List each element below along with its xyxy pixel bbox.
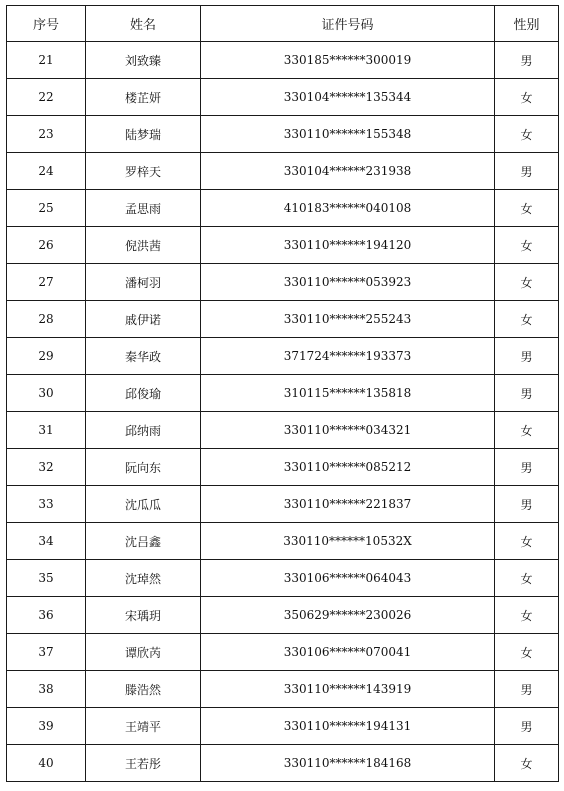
cell-index: 34 [7,523,86,560]
cell-gender: 女 [495,634,559,671]
table-row [7,597,559,634]
cell-id-number: 350629******230026 [201,597,495,634]
cell-name: 秦华政 [86,338,201,375]
table-row [7,190,559,227]
cell-gender: 女 [495,597,559,634]
cell-name: 刘致臻 [86,42,201,79]
cell-name: 邱俊瑜 [86,375,201,412]
cell-name: 宋瑀玥 [86,597,201,634]
cell-index: 24 [7,153,86,190]
table-row [7,523,559,560]
cell-id-number: 330110******143919 [201,671,495,708]
cell-index: 35 [7,560,86,597]
table-row [7,227,559,264]
cell-name: 陆梦瑞 [86,116,201,153]
cell-name: 倪洪茜 [86,227,201,264]
table-row [7,745,559,782]
cell-name: 戚伊诺 [86,301,201,338]
cell-gender: 男 [495,42,559,79]
table-row [7,671,559,708]
table-header [7,6,559,42]
cell-gender: 女 [495,79,559,116]
cell-index: 39 [7,708,86,745]
cell-id-number: 330104******231938 [201,153,495,190]
cell-id-number: 330110******255243 [201,301,495,338]
cell-index: 23 [7,116,86,153]
header-name: 姓名 [86,6,201,42]
cell-gender: 女 [495,745,559,782]
cell-gender: 男 [495,486,559,523]
cell-gender: 女 [495,412,559,449]
header-index: 序号 [7,6,86,42]
table-row [7,79,559,116]
cell-id-number: 330110******034321 [201,412,495,449]
cell-id-number: 330106******064043 [201,560,495,597]
table-row [7,560,559,597]
cell-id-number: 330106******070041 [201,634,495,671]
table-row [7,301,559,338]
cell-id-number: 330185******300019 [201,42,495,79]
cell-name: 王若彤 [86,745,201,782]
cell-name: 沈吕鑫 [86,523,201,560]
cell-name: 王靖平 [86,708,201,745]
table-row [7,375,559,412]
table-row [7,412,559,449]
cell-index: 36 [7,597,86,634]
table-row [7,338,559,375]
cell-gender: 男 [495,153,559,190]
table-row [7,264,559,301]
cell-index: 37 [7,634,86,671]
cell-gender: 男 [495,671,559,708]
header-gender: 性别 [495,6,559,42]
table-row [7,449,559,486]
cell-index: 26 [7,227,86,264]
cell-index: 38 [7,671,86,708]
cell-index: 25 [7,190,86,227]
cell-name: 罗梓天 [86,153,201,190]
cell-gender: 女 [495,227,559,264]
cell-id-number: 330104******135344 [201,79,495,116]
table-body [7,42,559,782]
table-row [7,708,559,745]
roster-table [6,5,559,782]
cell-index: 29 [7,338,86,375]
cell-gender: 女 [495,301,559,338]
cell-gender: 女 [495,560,559,597]
cell-index: 27 [7,264,86,301]
cell-gender: 男 [495,449,559,486]
cell-id-number: 330110******194131 [201,708,495,745]
header-id-number: 证件号码 [201,6,495,42]
cell-gender: 男 [495,375,559,412]
cell-index: 21 [7,42,86,79]
table-row [7,486,559,523]
cell-name: 楼芷妍 [86,79,201,116]
cell-gender: 女 [495,523,559,560]
cell-index: 30 [7,375,86,412]
cell-gender: 女 [495,264,559,301]
cell-name: 谭欣芮 [86,634,201,671]
cell-id-number: 330110******053923 [201,264,495,301]
cell-gender: 男 [495,338,559,375]
cell-name: 沈琸然 [86,560,201,597]
table-row [7,634,559,671]
cell-id-number: 310115******135818 [201,375,495,412]
header-row [7,6,559,42]
cell-id-number: 330110******184168 [201,745,495,782]
cell-name: 潘柯羽 [86,264,201,301]
cell-id-number: 330110******085212 [201,449,495,486]
table-row [7,153,559,190]
cell-id-number: 330110******155348 [201,116,495,153]
table-row [7,42,559,79]
cell-name: 孟思雨 [86,190,201,227]
cell-id-number: 330110******194120 [201,227,495,264]
cell-index: 40 [7,745,86,782]
cell-name: 滕浩然 [86,671,201,708]
cell-index: 22 [7,79,86,116]
cell-gender: 女 [495,116,559,153]
cell-index: 31 [7,412,86,449]
cell-id-number: 330110******221837 [201,486,495,523]
cell-gender: 女 [495,190,559,227]
cell-id-number: 371724******193373 [201,338,495,375]
cell-name: 沈瓜瓜 [86,486,201,523]
cell-name: 邱纳雨 [86,412,201,449]
cell-name: 阮向东 [86,449,201,486]
table-row [7,116,559,153]
cell-id-number: 330110******10532X [201,523,495,560]
cell-index: 33 [7,486,86,523]
cell-index: 28 [7,301,86,338]
cell-index: 32 [7,449,86,486]
cell-id-number: 410183******040108 [201,190,495,227]
cell-gender: 男 [495,708,559,745]
